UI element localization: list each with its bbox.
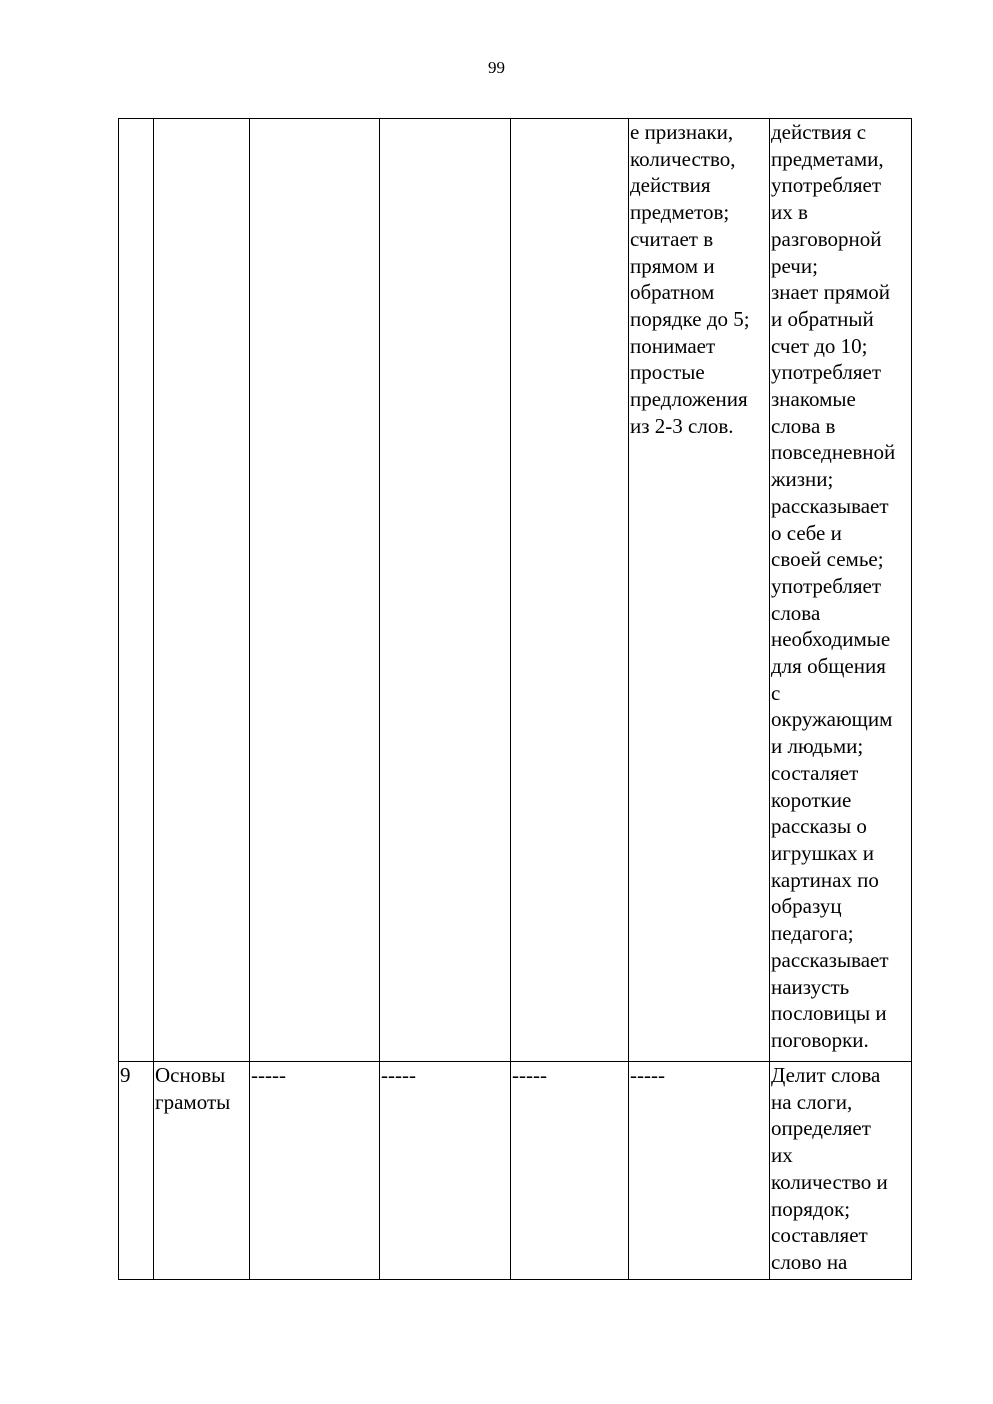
table-cell-section: [154, 119, 250, 1062]
table-cell: -----: [250, 1062, 380, 1280]
table-cell: действия с предметами, употребляет их в разговорной речи; знает прямой и обратный счет до 10; употребляет знакомые слова в повседневной жизни; рассказывает о себе и своей семье; употребляет слова необходимые для общения с окружающим и людьми; состаляет короткие рассказы о игрушках и картинах по образуц педагога; рассказывает наизусть пословицы и поговорки.: [770, 119, 912, 1062]
table-cell: -----: [380, 1062, 511, 1280]
curriculum-table: [118, 118, 912, 1280]
table-row: [119, 119, 912, 1062]
table-cell: [380, 119, 511, 1062]
table-row: [119, 1062, 912, 1280]
table-cell: [250, 119, 380, 1062]
table-cell-number: 9: [119, 1062, 154, 1280]
table-cell-number: [119, 119, 154, 1062]
table-cell: -----: [629, 1062, 770, 1280]
table-cell: Делит слова на слоги, определяет их количество и порядок; составляет слово на: [770, 1062, 912, 1280]
table-cell: е признаки, количество, действия предметов; считает в прямом и обратном порядке до 5; понимает простые предложения из 2-3 слов.: [629, 119, 770, 1062]
table-cell: -----: [511, 1062, 629, 1280]
page-number: 99: [488, 58, 505, 77]
table-cell: [511, 119, 629, 1062]
table-cell-section: Основы грамоты: [154, 1062, 250, 1280]
